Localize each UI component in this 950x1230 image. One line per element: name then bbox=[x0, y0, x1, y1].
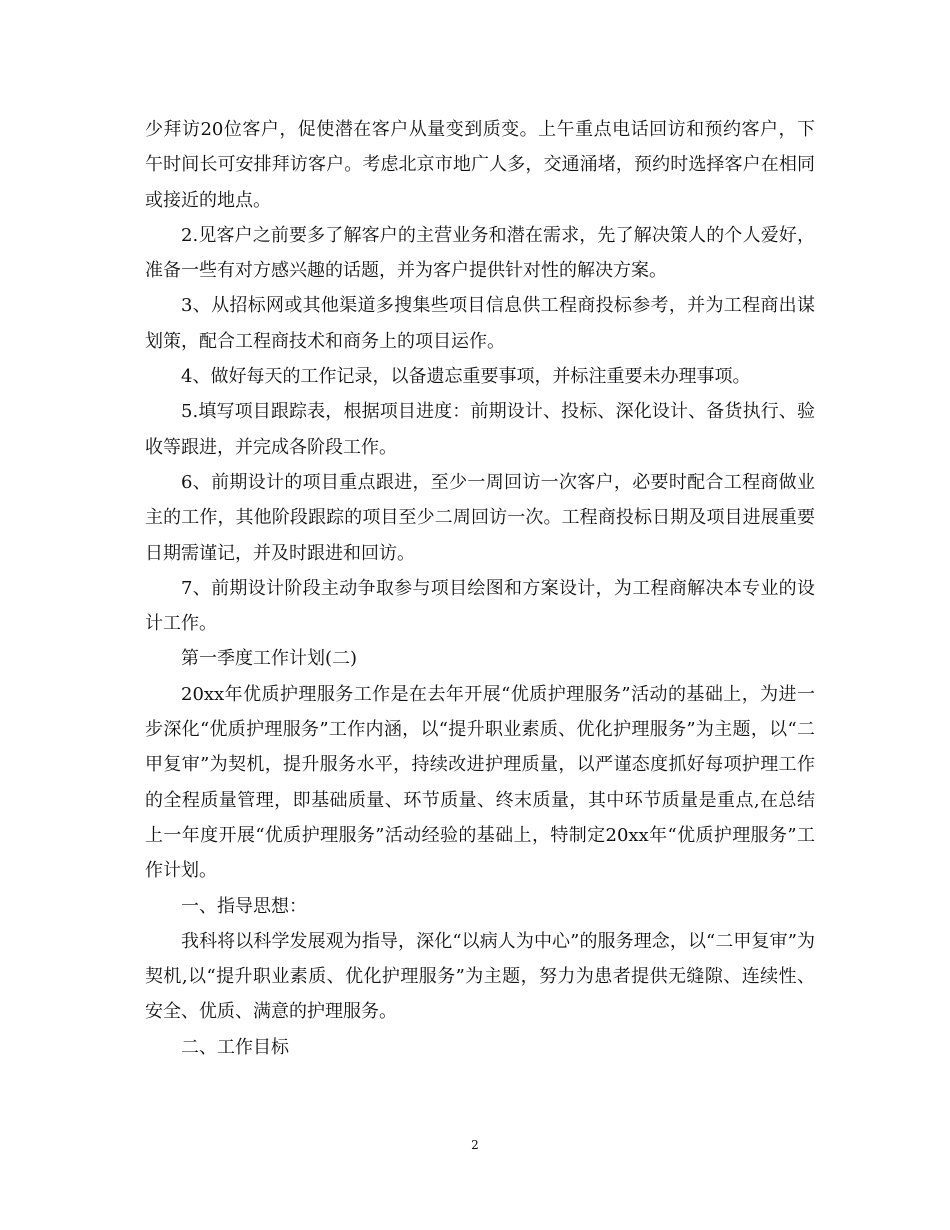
paragraph-2: 2.见客户之前要多了解客户的主营业务和潜在需求，先了解决策人的个人爱好，准备一些有对方感兴趣的话题，并为客户提供针对性的解决方案。 bbox=[145, 224, 815, 282]
section-heading-guiding-ideology: 一、指导思想： bbox=[181, 895, 307, 917]
paragraph-5: 5.填写项目跟踪表，根据项目进度：前期设计、投标、深化设计、备货执行、验收等跟进，并完成各阶段工作。 bbox=[145, 401, 815, 458]
paragraph-9: 20xx年优质护理服务工作是在去年开展“优质护理服务”活动的基础上，为进一步深化“优质护理服务”工作内涵，以“提升职业素质、优化护理服务”为主题，以“二甲复审”为契机，提升服务水平，持续改进护理质量，以严谨态度抓好每项护理工作的全程质量管理，即基础质量、环节质量、终末质量，其中环节质量是重点,在总结上一年度开展“优质护理服务”活动经验的基础上，特制定20xx年“优质护理服务”工作计划。 bbox=[145, 683, 815, 882]
document-body bbox=[145, 112, 815, 1065]
paragraph-1: 少拜访20位客户，促使潜在客户从量变到质变。上午重点电话回访和预约客户，下午时间长可安排拜访客户。考虑北京市地广人多，交通涌堵，预约时选择客户在相同或接近的地点。 bbox=[145, 119, 815, 211]
paragraph-7: 7、前期设计阶段主动争取参与项目绘图和方案设计，为工程商解决本专业的设计工作。 bbox=[145, 577, 815, 635]
section-heading-work-goals: 二、工作目标 bbox=[181, 1036, 289, 1058]
paragraph-11: 我科将以科学发展观为指导，深化“以病人为中心”的服务理念，以“二甲复审”为契机,以“提升职业素质、优化护理服务”为主题，努力为患者提供无缝隙、连续性、安全、优质、满意的护理服务。 bbox=[145, 930, 815, 1023]
paragraph-6: 6、前期设计的项目重点跟进，至少一周回访一次客户，必要时配合工程商做业主的工作，其他阶段跟踪的项目至少二周回访一次。工程商投标日期及项目进展重要日期需谨记，并及时跟进和回访。 bbox=[145, 471, 815, 564]
paragraph-4: 4、做好每天的工作记录，以备遗忘重要事项，并标注重要未办理事项。 bbox=[181, 366, 751, 388]
paragraph-3: 3、从招标网或其他渠道多搜集些项目信息供工程商投标参考，并为工程商出谋划策，配合工程商技术和商务上的项目运作。 bbox=[145, 295, 815, 352]
section-heading-plan-2: 第一季度工作计划(二) bbox=[181, 648, 358, 670]
page-number: 2 bbox=[471, 1138, 479, 1152]
